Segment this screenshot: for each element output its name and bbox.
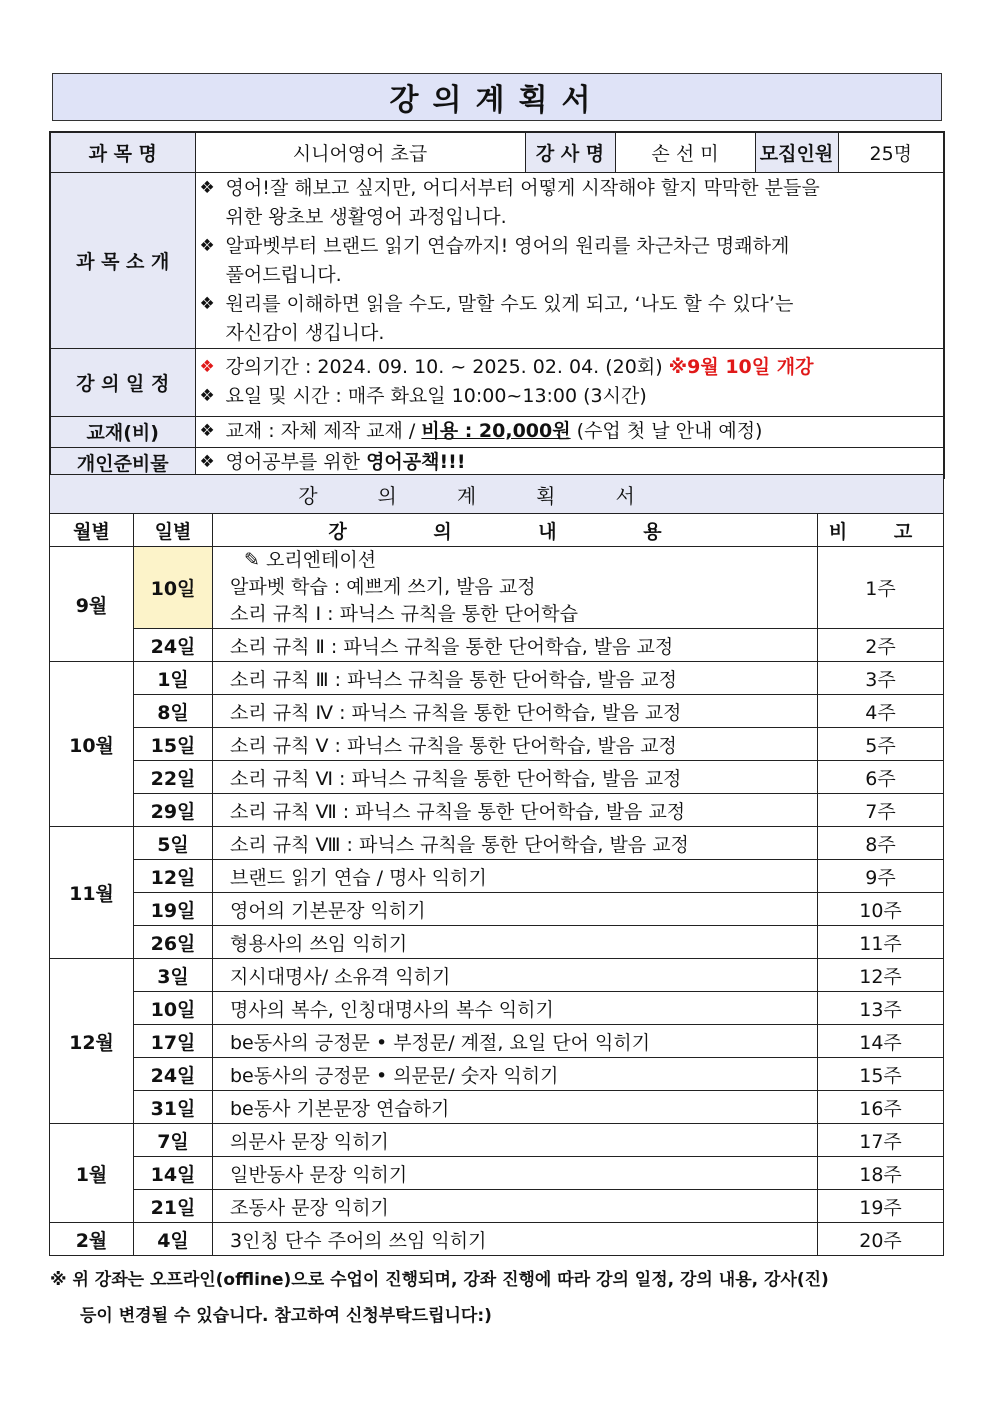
- day-cell: 1일: [134, 662, 213, 695]
- day-cell: 29일: [134, 794, 213, 827]
- bullet-icon: ❖: [199, 293, 215, 314]
- day-cell: 17일: [134, 1025, 213, 1058]
- prep-content: ❖ 영어공부를 위한 영어공책!!!: [195, 447, 944, 478]
- day-cell: 12일: [134, 860, 213, 893]
- content-cell: be동사의 긍정문 • 의문문/ 숫자 익히기: [213, 1058, 818, 1091]
- header-day: 일별: [134, 514, 213, 547]
- note-cell: 6주: [818, 761, 944, 794]
- intro-label: 과 목 소 개: [50, 172, 195, 348]
- capacity-value: 25명: [838, 132, 944, 172]
- prep-label: 개인준비물: [50, 447, 195, 478]
- table-row: [50, 1190, 944, 1223]
- course-info-table: [49, 131, 945, 479]
- header-note: 비 고: [818, 514, 944, 547]
- content-cell: [213, 547, 818, 629]
- content-cell: 소리 규칙 Ⅶ : 파닉스 규칙을 통한 단어학습, 발음 교정: [213, 794, 818, 827]
- day-cell: 8일: [134, 695, 213, 728]
- intro-item: ❖ 영어!잘 해보고 싶지만, 어디서부터 어떻게 시작해야 할지 막막한 분들을 위한 왕초보 생활영어 과정입니다.: [196, 174, 944, 232]
- note-cell: 8주: [818, 827, 944, 860]
- subject-label: 과 목 명: [50, 132, 195, 172]
- table-row: [50, 860, 944, 893]
- footnote-line: ※ 위 강좌는 오프라인(offline)으로 수업이 진행되며, 강좌 진행에 따라 강의 일정, 강의 내용, 강사(진): [50, 1270, 829, 1290]
- table-row: [50, 794, 944, 827]
- note-cell: 13주: [818, 992, 944, 1025]
- bullet-icon: ❖: [199, 357, 215, 377]
- note-cell: 12주: [818, 959, 944, 992]
- table-row: [50, 827, 944, 860]
- table-row: [50, 893, 944, 926]
- page-title: 강의계획서: [52, 73, 942, 121]
- bullet-icon: ❖: [199, 421, 215, 441]
- schedule-label: 강 의 일 정: [50, 348, 195, 416]
- content-line: 소리 규칙 Ⅰ : 파닉스 규칙을 통한 단어학습: [230, 603, 578, 625]
- note-cell: 9주: [818, 860, 944, 893]
- subject-value: 시니어영어 초급: [195, 132, 525, 172]
- note-cell: 17주: [818, 1124, 944, 1157]
- day-cell: 7일: [134, 1124, 213, 1157]
- day-cell: 21일: [134, 1190, 213, 1223]
- instructor-label: 강 사 명: [525, 132, 615, 172]
- schedule-content: [195, 348, 944, 416]
- content-cell: 지시대명사/ 소유격 익히기: [213, 959, 818, 992]
- note-cell: 18주: [818, 1157, 944, 1190]
- table-row: [50, 1025, 944, 1058]
- month-cell: 1월: [50, 1124, 134, 1223]
- table-row: [50, 926, 944, 959]
- table-row: [50, 1091, 944, 1124]
- content-cell: 3인칭 단수 주어의 쓰임 익히기: [213, 1223, 818, 1256]
- content-cell: 소리 규칙 Ⅴ : 파닉스 규칙을 통한 단어학습, 발음 교정: [213, 728, 818, 761]
- note-cell: 7주: [818, 794, 944, 827]
- table-row: [50, 1223, 944, 1256]
- note-cell: 14주: [818, 1025, 944, 1058]
- month-cell: 11월: [50, 827, 134, 959]
- bullet-icon: ❖: [199, 235, 215, 256]
- note-cell: 15주: [818, 1058, 944, 1091]
- time-text: 요일 및 시간 : 매주 화요일 10:00~13:00 (3시간): [225, 385, 647, 407]
- day-cell: 24일: [134, 1058, 213, 1091]
- note-cell: 20주: [818, 1223, 944, 1256]
- table-row: [50, 1157, 944, 1190]
- content-cell: be동사 기본문장 연습하기: [213, 1091, 818, 1124]
- table-row: [50, 992, 944, 1025]
- intro-item: ❖ 원리를 이해하면 읽을 수도, 말할 수도 있게 되고, ‘나도 할 수 있다’는 자신감이 생깁니다.: [196, 290, 944, 348]
- header-content: 강 의 내 용: [213, 514, 818, 547]
- day-cell: 26일: [134, 926, 213, 959]
- content-cell: 조동사 문장 익히기: [213, 1190, 818, 1223]
- day-cell: 24일: [134, 629, 213, 662]
- prep-item: 영어공책!!!: [366, 450, 466, 473]
- note-cell: 2주: [818, 629, 944, 662]
- textbook-content: ❖ 교재 : 자체 제작 교재 / 비용 : 20,000원 (수업 첫 날 안내 예정): [195, 416, 944, 447]
- header-month: 월별: [50, 514, 134, 547]
- note-cell: 3주: [818, 662, 944, 695]
- content-cell: 일반동사 문장 익히기: [213, 1157, 818, 1190]
- table-row: [50, 662, 944, 695]
- day-cell: 10일: [134, 547, 213, 629]
- month-cell: 10월: [50, 662, 134, 827]
- note-cell: 5주: [818, 728, 944, 761]
- textbook-label: 교재(비): [50, 416, 195, 447]
- content-cell: 소리 규칙 Ⅱ : 파닉스 규칙을 통한 단어학습, 발음 교정: [213, 629, 818, 662]
- day-cell: 4일: [134, 1223, 213, 1256]
- capacity-label: 모집인원: [755, 132, 838, 172]
- content-cell: be동사의 긍정문 • 부정문/ 계절, 요일 단어 익히기: [213, 1025, 818, 1058]
- note-cell: 11주: [818, 926, 944, 959]
- month-cell: 12월: [50, 959, 134, 1124]
- schedule-table: [49, 474, 944, 1256]
- day-cell: 15일: [134, 728, 213, 761]
- content-cell: 소리 규칙 Ⅷ : 파닉스 규칙을 통한 단어학습, 발음 교정: [213, 827, 818, 860]
- table-row: [50, 1058, 944, 1091]
- content-line: ✎ 오리엔테이션: [244, 549, 377, 571]
- instructor-value: 손 선 미: [615, 132, 755, 172]
- day-cell: 19일: [134, 893, 213, 926]
- day-cell: 14일: [134, 1157, 213, 1190]
- month-cell: 9월: [50, 547, 134, 662]
- month-cell: 2월: [50, 1223, 134, 1256]
- bullet-icon: ❖: [199, 177, 215, 198]
- table-row: [50, 547, 944, 629]
- day-cell: 10일: [134, 992, 213, 1025]
- table-row: [50, 695, 944, 728]
- time-item: [196, 382, 944, 411]
- footnote: [50, 1262, 950, 1334]
- footnote-line: 등이 변경될 수 있습니다. 참고하여 신청부탁드립니다:): [80, 1306, 492, 1326]
- content-cell: 영어의 기본문장 익히기: [213, 893, 818, 926]
- day-cell: 5일: [134, 827, 213, 860]
- content-cell: 형용사의 쓰임 익히기: [213, 926, 818, 959]
- note-cell: 16주: [818, 1091, 944, 1124]
- content-cell: 명사의 복수, 인칭대명사의 복수 익히기: [213, 992, 818, 1025]
- content-cell: 브랜드 읽기 연습 / 명사 익히기: [213, 860, 818, 893]
- content-line: 알파벳 학습 : 예쁘게 쓰기, 발음 교정: [230, 576, 536, 598]
- table-row: [50, 1124, 944, 1157]
- intro-item: ❖ 알파벳부터 브랜드 읽기 연습까지! 영어의 원리를 차근차근 명쾌하게 풀어드립니다.: [196, 232, 944, 290]
- content-cell: 소리 규칙 Ⅳ : 파닉스 규칙을 통한 단어학습, 발음 교정: [213, 695, 818, 728]
- day-cell: 3일: [134, 959, 213, 992]
- bullet-icon: ❖: [199, 386, 215, 406]
- period-text: 강의기간 : 2024. 09. 10. ~ 2025. 02. 04. (20회): [225, 356, 663, 378]
- bullet-icon: ❖: [199, 451, 215, 472]
- note-cell: 10주: [818, 893, 944, 926]
- note-cell: 1주: [818, 547, 944, 629]
- textbook-cost: 비용 : 20,000원: [421, 420, 571, 442]
- day-cell: 22일: [134, 761, 213, 794]
- intro-content: [195, 172, 944, 348]
- opening-note: ※9월 10일 개강: [668, 356, 814, 378]
- content-cell: 소리 규칙 Ⅵ : 파닉스 규칙을 통한 단어학습, 발음 교정: [213, 761, 818, 794]
- day-cell: 31일: [134, 1091, 213, 1124]
- content-cell: 의문사 문장 익히기: [213, 1124, 818, 1157]
- table-row: [50, 761, 944, 794]
- table-row: [50, 629, 944, 662]
- content-cell: 소리 규칙 Ⅲ : 파닉스 규칙을 통한 단어학습, 발음 교정: [213, 662, 818, 695]
- note-cell: 19주: [818, 1190, 944, 1223]
- schedule-section-title: 강의계획서: [50, 475, 944, 514]
- period-item: [196, 353, 944, 382]
- table-row: [50, 959, 944, 992]
- table-row: [50, 728, 944, 761]
- note-cell: 4주: [818, 695, 944, 728]
